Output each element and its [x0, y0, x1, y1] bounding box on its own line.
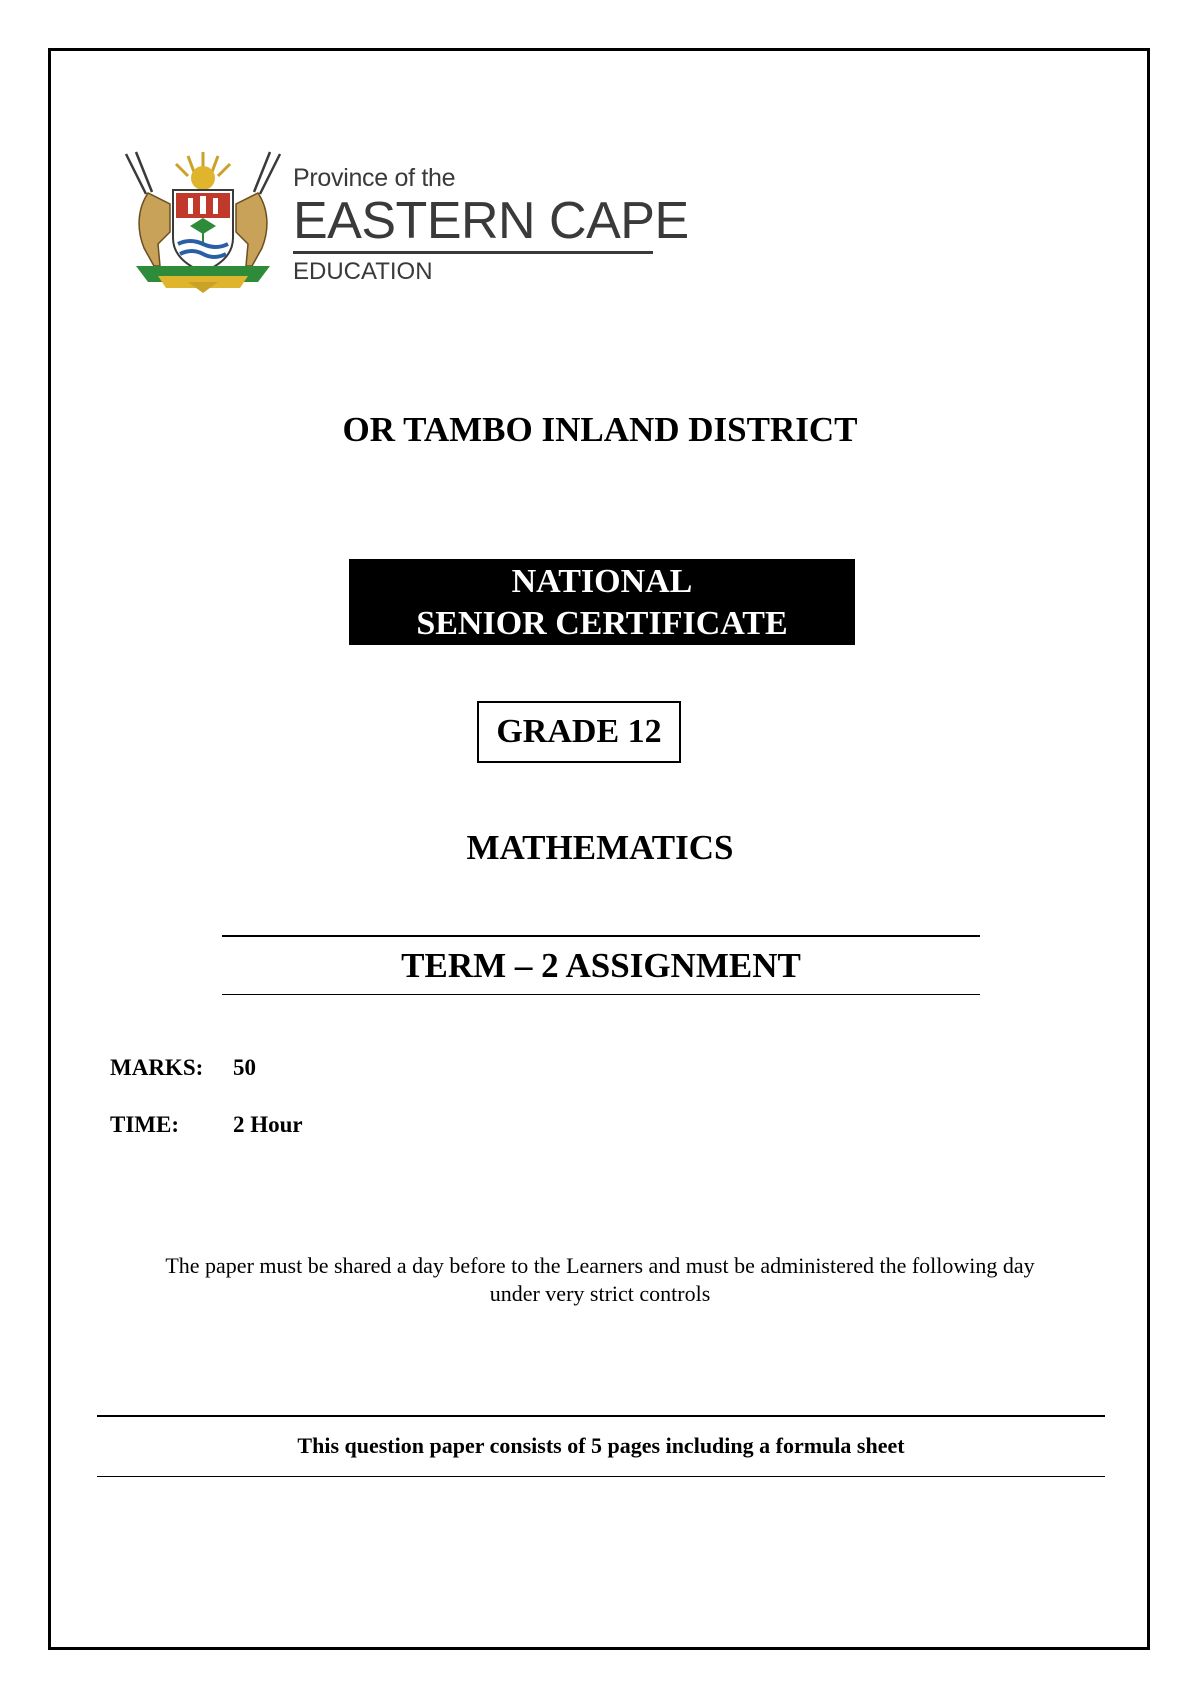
logo-wordmark	[293, 164, 689, 285]
assessment-title: TERM – 2 ASSIGNMENT	[222, 935, 980, 995]
logo-main-line: EASTERN CAPE	[293, 195, 653, 254]
grade-box: GRADE 12	[477, 701, 681, 763]
marks-value: 50	[233, 1055, 256, 1080]
coat-of-arms-icon	[118, 148, 288, 293]
certificate-line-2: SENIOR CERTIFICATE	[416, 605, 788, 642]
notice-line-1: The paper must be shared a day before to the Learners and must be administered the following day	[165, 1253, 1035, 1278]
certificate-banner	[349, 559, 855, 645]
logo-department-line: EDUCATION	[293, 258, 433, 285]
time-label: TIME:	[110, 1112, 179, 1137]
notice-line-2: under very strict controls	[489, 1281, 711, 1306]
marks-label: MARKS:	[110, 1055, 204, 1080]
district-heading: OR TAMBO INLAND DISTRICT	[342, 410, 858, 449]
page-count-note: This question paper consists of 5 pages including a formula sheet	[97, 1415, 1105, 1477]
time-value: 2 Hour	[233, 1112, 303, 1137]
subject-heading: MATHEMATICS	[466, 828, 734, 867]
certificate-line-1: NATIONAL	[511, 563, 693, 600]
eastern-cape-education-logo	[118, 148, 689, 298]
instructions-notice	[110, 1252, 1090, 1308]
logo-province-line: Province of the	[293, 164, 456, 192]
